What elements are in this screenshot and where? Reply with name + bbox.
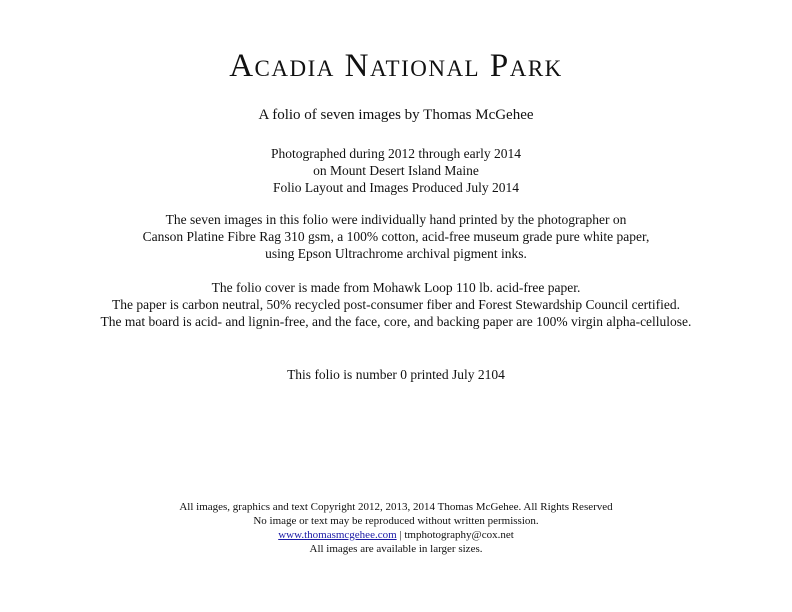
contact-line [0,528,792,542]
permission-line: No image or text may be reproduced without written permission. [253,515,539,527]
photo-info-block [0,145,792,196]
footer [0,500,792,556]
material-info-block [0,279,792,330]
subtitle: A folio of seven images by Thomas McGehee [258,107,534,123]
photo-info-line: Folio Layout and Images Produced July 2014 [273,180,519,195]
copyright-line: All images, graphics and text Copyright 2012, 2013, 2014 Thomas McGehee. All Rights Reserved [179,501,613,513]
photo-info-line: on Mount Desert Island Maine [313,163,479,178]
print-info-line: The seven images in this folio were individually hand printed by the photographer on [165,212,627,227]
contact-separator: | [396,529,405,541]
material-info-line: The mat board is acid- and lignin-free, and the face, core, and backing paper are 100% virgin alpha-cellulose. [100,314,692,329]
email-text: tmphotography@cox.net [404,529,514,541]
material-info-line: The paper is carbon neutral, 50% recycled post-consumer fiber and Forest Stewardship Council certified. [112,297,680,312]
sizes-note: All images are available in larger sizes. [309,543,483,555]
print-info-line: Canson Platine Fibre Rag 310 gsm, a 100% cotton, acid-free museum grade pure white paper, [142,229,650,244]
photo-info-line: Photographed during 2012 through early 2014 [270,146,522,161]
print-info-block [0,211,792,262]
folio-number: This folio is number 0 printed July 2104 [287,367,505,382]
page-title: Acadia National Park [229,48,563,84]
print-info-line: using Epson Ultrachrome archival pigment inks. [265,246,527,261]
material-info-line: The folio cover is made from Mohawk Loop 110 lb. acid-free paper. [211,280,581,295]
website-link[interactable]: www.thomasmcgehee.com [278,529,397,541]
